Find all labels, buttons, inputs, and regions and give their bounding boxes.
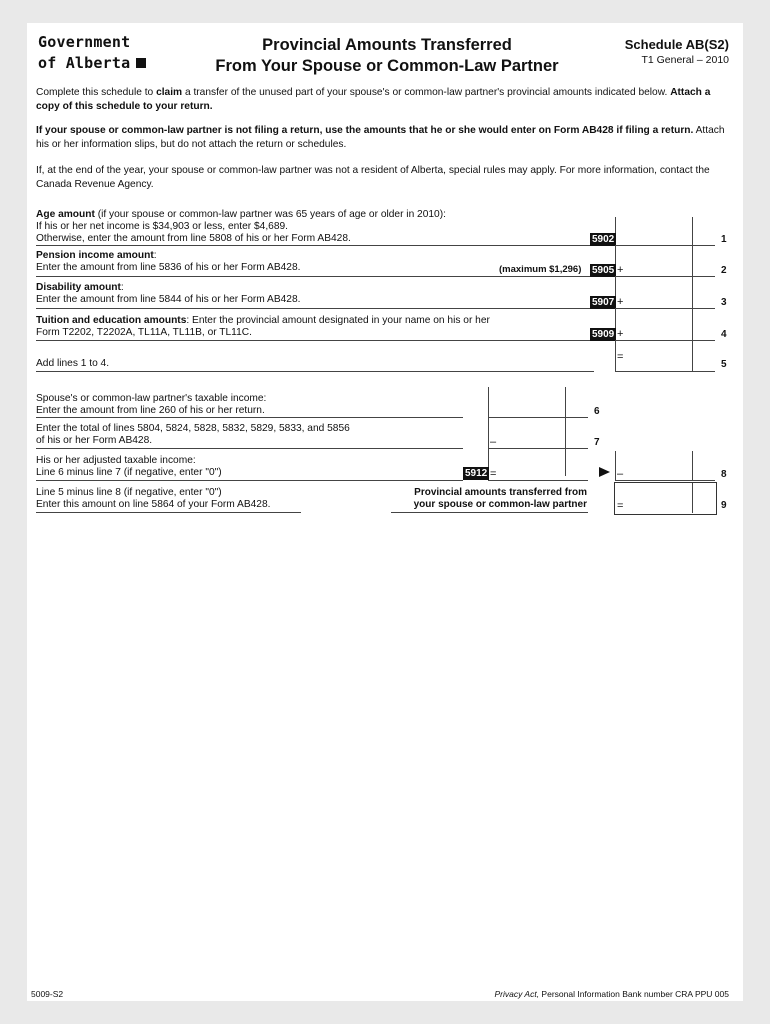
line-9-number: 9 [721,500,727,511]
schedule-subtitle: T1 General – 2010 [641,54,729,66]
form-page [27,23,743,1001]
line-2-number: 2 [721,265,727,276]
line-8-equals-sign: = [490,468,497,480]
form-title [177,35,597,77]
line-8-amount-field[interactable] [627,453,714,479]
line-7-amount-field[interactable] [501,420,587,447]
form-number: 5009-S2 [31,989,64,999]
line-4-code: 5909 [592,329,615,340]
form-title-line-1: Provincial Amounts Transferred [262,36,512,54]
line-6-number: 6 [594,406,600,417]
line-8-sign: – [617,468,624,480]
logo-square-icon [136,58,146,68]
line-9-sign: = [617,500,624,512]
line-6-amount-field[interactable] [489,387,587,416]
line-5-amount-field[interactable] [627,343,714,370]
line-9-description: Line 5 minus line 8 (if negative, enter "0") Enter this amount on line 5864 of your Form AB428. [36,487,271,510]
line-6-description: Spouse's or common-law partner's taxable income: Enter the amount from line 260 of his or her return. [36,393,267,416]
line-2-code: 5905 [592,265,615,276]
line-3-description: Disability amount: Enter the amount from line 5844 of his or her Form AB428. [36,282,301,305]
privacy-notice: Privacy Act, Personal Information Bank number CRA PPU 005 [494,989,729,999]
line-3-code: 5907 [592,297,615,308]
schedule-block [625,36,729,67]
line-9-result-label: Provincial amounts transferred from your spouse or common-law partner [413,487,587,510]
line-4-description: Tuition and education amounts: Enter the provincial amount designated in your name on his or her Form T2202, T2202A, TL11A, TL11B, or TL11C. [36,315,490,338]
intro-paragraph-3: If, at the end of the year, your spouse or common-law partner was not a resident of Alberta, special rules may apply. For more information, contact the Canada Revenue Agency. [36,165,710,190]
line-1-amount-field[interactable] [616,217,714,244]
logo-line-2: of Alberta [38,54,131,72]
line-4-amount-field[interactable] [627,312,714,339]
intro-paragraph-2: If your spouse or common-law partner is not filing a return, use the amounts that he or she would enter on Form AB428 if filing a return. Attach his or her information slips, but do not attach the return or schedules. [36,125,725,150]
line-9-amount-field[interactable] [614,482,717,515]
line-8-code: 5912 [465,468,488,479]
line-5-sign: = [617,351,624,363]
line-5-description: Add lines 1 to 4. [36,358,110,369]
line-5-number: 5 [721,359,727,370]
transfer-arrow-icon [599,467,610,477]
line-2-maximum-note: (maximum $1,296) [499,264,582,275]
line-4-number: 4 [721,329,727,340]
line-1-code: 5902 [592,234,615,245]
logo-line-1: Government [38,33,131,51]
intro-paragraph-1: Complete this schedule to claim a transfer of the unused part of your spouse's or common-law partner's provincial amounts indicated below. Attach a copy of this schedule to your return. [36,87,711,112]
line-7-description: Enter the total of lines 5804, 5824, 5828, 5832, 5829, 5833, and 5856 of his or her Form AB428. [36,423,350,446]
line-2-sign: + [617,264,624,276]
schedule-name: Schedule AB(S2) [624,37,729,52]
line-8-number: 8 [721,469,727,480]
government-of-alberta-logo [38,32,158,74]
line-2-amount-field[interactable] [627,248,714,275]
line-8-income-field[interactable] [501,453,587,479]
line-1-number: 1 [721,234,727,245]
line-3-amount-field[interactable] [627,280,714,307]
line-3-number: 3 [721,297,727,308]
line-3-sign: + [617,296,624,308]
line-4-sign: + [617,328,624,340]
line-8-description: His or her adjusted taxable income: Line 6 minus line 7 (if negative, enter "0") [36,455,222,478]
line-7-number: 7 [594,437,600,448]
form-title-line-2: From Your Spouse or Common-Law Partner [215,57,559,75]
line-1-description: Age amount (if your spouse or common-law partner was 65 years of age or older in 2010): If his or her net income is $34,903 or less, enter $4,689. Otherwise, enter the amount from line 5808 of his or her Form AB428. [36,209,446,244]
line-7-sign: – [490,436,497,448]
line-2-description: Pension income amount: Enter the amount from line 5836 of his or her Form AB428. [36,250,301,273]
